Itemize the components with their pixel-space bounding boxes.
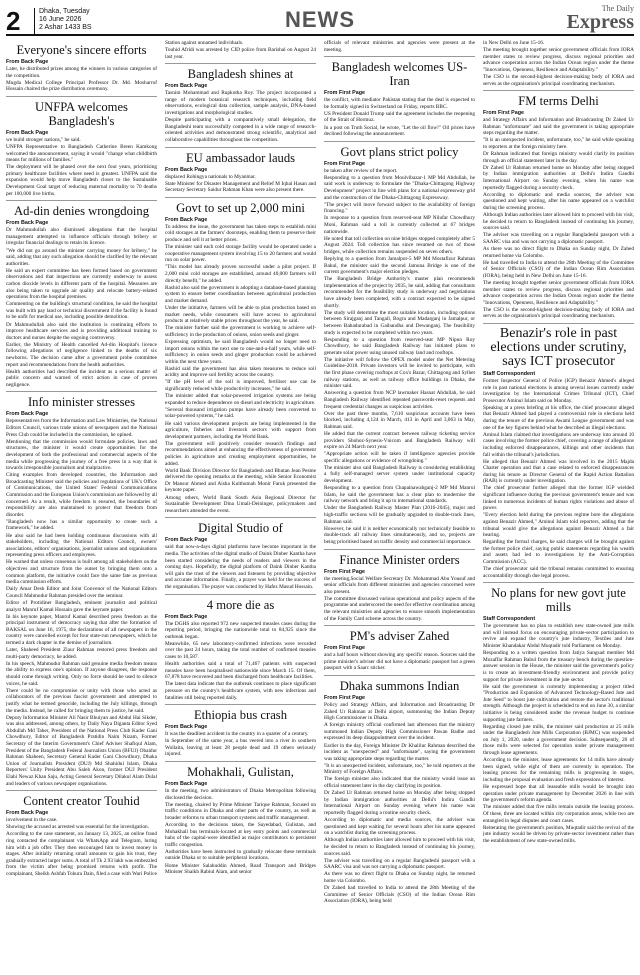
paragraph: The CSO is the second-highest decision-making body of IORA and serves as the organisation's principal coordinating mechanism. xyxy=(483,306,634,320)
paragraph: The CSO is the second-highest decision-making body of IORA and serves as the organisation's principal coordinating mechanism. xyxy=(483,73,634,87)
headline: Bangladesh welcomes US-Iran xyxy=(331,60,468,89)
article xyxy=(483,40,634,87)
paragraph: However, he said it is neither economically nor technically feasible to double-track all railway lines simultaneously, and so, projects are being prioritised based on traffic density and commercial importance. xyxy=(324,525,475,545)
paragraph: Answering a question from NCP lawmaker Hasnat Abdullah, he said Bangladesh Railway identified repeated passwords-reset requests and frequent credential changes as suspicious activities. xyxy=(324,390,475,410)
article-divider xyxy=(324,56,475,57)
paragraph: The study will determine the most suitable location, including options between Sirajganj and Tangail, Bogra and Madarganj in Jamalpur, or between Bahadurabad in Gaibandha and Dewanganj. The feasibility study is expected to be completed within two years. xyxy=(324,309,475,336)
paragraph: Dr Zahed had travelled to India to attend the 28th Meeting of the Committee of Senior Officials (CSO) of the Indian Ocean Rim Association (IORA), being held xyxy=(324,884,475,905)
paragraph: "If the pH level of the soil is improved, fertiliser use can be significantly reduced while productivity increases," he said. xyxy=(165,379,316,393)
article-divider xyxy=(483,582,634,583)
byline: From First Page xyxy=(324,90,366,97)
paragraph: Regarding the formal charges, he said charges will be brought against the former police chief, saying public statements regarding his wealth and assets had led to investigations by the Anti-Corruption Commission (ACC). xyxy=(483,539,634,565)
paragraph: Rashid said the government has also taken measures to reduce soil acidity and improve soil fertility across the country. xyxy=(165,365,316,379)
headline: Benazir's role in past elections under scrutiny, says ICT prosecutor xyxy=(490,325,627,369)
headline: Ethiopia bus crash xyxy=(193,708,288,723)
article-divider xyxy=(324,141,475,142)
paragraph: The committee discussed various operational and policy aspects of the programme and underscored the need for effective coordination among the relevant ministries and agencies to ensure smooth implementation of the Family Card scheme across the country. xyxy=(324,595,475,622)
paragraph: Speaking at a press briefing at his office, the chief prosecutor alleged that Benazir Ahmed had played a controversial role in elections held during the tenure of the previous Awami League government and was one of the key figures behind what he described as illegal elections. xyxy=(483,404,634,431)
paragraph: Later, he distributed prizes among the winners in various categories of the competition. xyxy=(6,66,157,79)
article-divider xyxy=(324,625,475,626)
paragraph: He also said he had been holding continuous discussions with all stakeholders, including the National Editors Council, owners' associations, editors' organisations, journalist unions and organisations representing press officers and employees. xyxy=(6,532,157,559)
paragraph: Responding to a question from Chapainawabganj-2 MP Md Manrul Islam, he said the government has a clear plan to modernise the railway network and bring it up to international standards. xyxy=(324,485,475,505)
paragraph: He said various development projects are being implemented in the agriculture, fisheries and livestock sectors with support from development partners, including the World Bank. xyxy=(165,420,316,440)
byline: From First Page xyxy=(324,160,366,167)
paragraph: Policy and Strategy Affairs, and Information and Broadcasting Dr Zahed Ur Rahman at Delhi airport, summoning the Indian Deputy High Commissioner in Dhaka. xyxy=(324,701,475,722)
byline: From Back Page xyxy=(165,83,208,90)
paragraph: World Bank Division Director for Bangladesh and Bhutan Jean Pesme delivered the opening remarks at the meeting, while Senior Economist Dr Mansur Ahmed and Aisha Kulthumah Monir Faruk presented the keynote paper. xyxy=(165,467,316,494)
paragraph: we build stronger nations," he said. xyxy=(6,136,81,143)
article-divider xyxy=(6,200,157,201)
headline: UNFPA welcomes Bangladesh's xyxy=(35,99,128,128)
article xyxy=(483,582,634,844)
paragraph: Commenting on the building's structural condition, he said the hospital was built with pay land or technical discernment if the facility is found to be unfit for medical use, including possible demolition. xyxy=(6,301,157,321)
paragraph: In his speech, Mahmudur Rahman said genuine media freedom means the ability to express one's opinion. If anyone disagrees, the response should come through writing. Only no force should be used to silence voices, he said. xyxy=(6,660,157,687)
article xyxy=(165,704,316,758)
paragraph: Authorities have been instructed to gradually relocate these terminals outside Dhaka or to suitable peripheral locations. xyxy=(165,848,316,862)
article xyxy=(483,323,634,579)
paragraph: The minister also said Bangladesh Railway is considering establishing a fully self-managed server system under institutional capacity development. xyxy=(324,464,475,485)
article xyxy=(483,90,634,320)
paragraph: He said the government is currently implementing a project titled "Production and Expansion of Advanced Technology-Based Jute and Jute Seed" to boost jute cultivation and restore the sector's traditional strength. Although the project is scheduled to end on June 30, a similar initiative is being considered under the revenue budget to continue supporting jute farmers. xyxy=(483,683,634,723)
article xyxy=(324,56,475,138)
paragraph: Reiterating the government's position, Muqtadir said the revival of the jute industry would be driven by private-sector investment rather than the establishment of new state-owned mills. xyxy=(483,824,634,844)
headline: No plans for new govt jute mills xyxy=(491,586,626,615)
paragraph: The government has no plan to establish new state-owned jute mills and will instead focus on encouraging private-sector participation to revive and expand the country's jute industry, Textiles and Jute Minister Khandakar Abdul Muqtadir told Parliament on Monday. xyxy=(483,623,634,650)
paragraph: He alleged that Benazir Ahmed was involved in the 2015 Majda Charter operation and that a case related to enforced disappearances during his tenure as Director General of the Rapid Action Battalion (RAB) is currently under investigation. xyxy=(483,458,634,485)
column-3 xyxy=(324,40,475,970)
paragraph: and Strategy Affairs and Information and Broadcasting Dr Zahed Ur Rahman "unfortunate" and said the government is taking appropriate steps regarding the matter. xyxy=(483,117,634,137)
paragraph: The meeting brought together senior government officials from IORA member states to review progress, discuss regional priorities and advance cooperation across the Indian Ocean region under the theme "Innovations, Openness, Resilience and Adaptability." xyxy=(483,279,634,306)
paragraph: the conflict, with mediator Pakistan stating that the deal is expected to be formally signed in Switzerland on Friday, reports BBC. xyxy=(324,97,475,110)
paragraph: Under the Bangladesh Railway Master Plan (2016-2045), major and high-traffic sections will be gradually upgraded to double-track lines, Rahman said. xyxy=(324,505,475,525)
paragraph: Mugda Medical College Principal Professor Dr. Md. Mosharrof Hossain chaired the prize distribution ceremony. xyxy=(6,79,157,93)
paragraph: As there was no direct flight to Dhaka on Sunday night, he returned home via Colombo. xyxy=(324,871,475,884)
paragraph: Daily Amar Desh Editor and Joint Convenor of the National Editors Council Mahmudur Rahman presided over the seminar. xyxy=(6,586,157,599)
headline: Finance Minister orders xyxy=(339,552,460,567)
paragraph: According to the case statement, on January 13, 2025, an online fraud ring contacted the complainant via WhatsApp and Telegram, luring him with a job offer. They then encouraged him to invest money in stages. After initially returning small amounts to gain his trust, they gradually extracted larger sums. A total of Tk 2.93 lakh was embezzled from the victim after being promised returns with profit. The complainant, Sheikh Ashfah Tohura Dain, filed a case with Wari Police xyxy=(6,831,157,877)
paragraph: Among others, World Bank South Asia Regional Director for Sustainable Development Dina Umali-Deininger, policymakers and researchers attended the event. xyxy=(165,494,316,514)
article-divider xyxy=(165,704,316,705)
paragraph: Rashid also said the government is adopting a database-based planning system to ensure better coordination between agricultural production and market demand. xyxy=(165,284,316,304)
paragraph: Although Indian authorities later allowed him to proceed with his visit, he decided to return to Bangladesh instead of continuing his journey, sources said. xyxy=(483,211,634,232)
byline: From Back Page xyxy=(165,537,208,544)
article xyxy=(6,200,157,388)
paragraph: The chief prosecutor further alleged that the former IGP wielded significant influence during the previous government's tenure and was linked to numerous incidents of human rights violations and abuse of power. xyxy=(483,485,634,512)
paragraph: Meanwhile, 65 new laboratory-confirmed infections were recorded over the past 24 hours, taking the total number of confirmed measles cases to 10,587. xyxy=(165,640,316,660)
headline: FM terms Delhi xyxy=(518,94,599,109)
paragraph: In September of the same year, a bus veered into a river in southern Wollaita, leaving at least 28 people dead and 19 others seriously injured. xyxy=(165,738,316,758)
paragraph: The meeting brought together senior government officials from IORA member states to review progress, discuss regional priorities and advance cooperation across the Indian Ocean region under the theme "Innovations, Openness, Resilience and Adaptability." xyxy=(483,47,634,73)
columns xyxy=(6,40,634,970)
paragraph: The chief prosecutor said the tribunal remains committed to ensuring accountability through due legal process. xyxy=(483,566,634,579)
paragraph: Editor of Protidiner Bangladesh, eminent journalist and political analyst Manruf Kamal Hossain gave the keynote paper. xyxy=(6,600,157,613)
paragraph: Responding to a question from Moulvibazar-1 MP Md Abdullah, he said work is underway to formulate the "Dhaka-Chittagong Highway Development" project in line with plans for a national expressway grid and the construction of the Dhaka-Chittagong Expressway. xyxy=(324,174,475,201)
paragraph: According to the minister, lease agreements for 14 mills have already been signed, while eight of them are currently in operation. The leasing process for the remaining mills is progressing in stages, including the proposal evaluation and fresh expressions of interest. xyxy=(483,757,634,783)
paragraph: The deployment will be phased over the next four years, prioritising primary healthcare facilities where need is greatest. UNFPA said the expansion would help move Bangladesh closer to the Sustainable Development Goal target of reducing maternal mortality to 70 deaths per 100,000 live births. xyxy=(6,164,157,197)
article xyxy=(324,40,475,53)
byline: Staff Correspondent xyxy=(483,370,536,377)
section-title: NEWS xyxy=(285,7,355,32)
article-divider xyxy=(165,63,316,64)
paragraph: "The project will move forward subject to the availability of foreign financing." xyxy=(324,201,475,215)
paragraph: He added that the current contract between railway ticketing service providers Shohoz-Synesis-Vnicom and Bangladesh Railway will expire on 24 March next year. xyxy=(324,430,475,451)
paragraph: The adviser was travelling on a regular Bangladeshi passport with a SAARC visa and was not carrying a diplomatic passport. xyxy=(324,857,475,871)
byline: From First Page xyxy=(324,568,366,575)
paragraph: US President Donald Trump said the agreement includes the reopening of the Strait of Hormuz. xyxy=(324,110,475,124)
column-1 xyxy=(6,40,157,970)
masthead xyxy=(6,4,634,36)
paragraph: Mentioning that the commission would formulate policies, laws and structures, the minister it would create opportunities for the development of both the professional and commercial aspects of the media while progressing the journey of a free press in a way that is towards irresponsible journalism and malpractice. xyxy=(6,438,157,472)
article-divider xyxy=(165,761,316,762)
paragraph: As there was no direct flight to Dhaka on Sunday night, Dr Zahed returned home via Colombo. xyxy=(483,245,634,259)
paragraph: Dr Zahed Ur Rahman returned home on Monday after being stopped by Indian immigration authorities at Delhi's Indira Gandhi International Airport on Sunday evening, when his name was reportedly flagged during a security check. xyxy=(483,164,634,191)
headline: 4 more die as xyxy=(206,597,275,612)
paragraph: In his keynote paper, Manruf Kamal described press freedom as the principal instrument of democracy saying that after the formation of BAKSAL on June 16, 1975, the declarations of all newspapers in the country were cancelled except for four state-run newspapers, which he termed a dark chapter in the demise of journalism. xyxy=(6,613,157,647)
paragraph: Responding to a written question from Jatiya Sangsad member Md Mozaffar Rahman Babul from the treasury bench during the question-answer session in the House, the minister said the government's policy is to create an investment-friendly environment and provide policy support for private investment in the jute sector. xyxy=(483,650,634,683)
paragraph: He noted that toll collection on nine bridges stopped completely after 5 August 2024. Toll collection has since resumed on two of those bridges, while collection remains suspended on seven others. xyxy=(324,235,475,255)
article xyxy=(324,675,475,905)
paragraph: Under the initiative, farmers will be able to plan production based on market needs, while consumers will have access to agricultural products at relatively stable prices throughout the year, he said. xyxy=(165,304,316,325)
paragraph: The minister added that solar-powered irrigation systems are being expanded to reduce dependence on diesel and electricity in agriculture. xyxy=(165,393,316,406)
article-divider xyxy=(165,147,316,148)
paragraph: UNFPA Representative to Bangladesh Catherine Breen Kamkong welcomed the announcement, saying it would "change what childbirth means for millions of families." xyxy=(6,143,157,164)
paragraph: The meeting, chaired by Prime Minister Tarique Rahman, focused on traffic conditions in Dhaka and other parts of the country, as well as broader reforms to urban transport systems and traffic management. xyxy=(165,801,316,821)
paragraph: in New Delhi on June 15-16. xyxy=(483,40,545,46)
paragraph: the meeting,Social Welfare Secretary Dr. Mohammad Abu Yousuf and senior officials from different ministries and agencies concerned were also present. xyxy=(324,575,475,595)
paragraph: Dr Mahmudullah also dismissed allegations that the hospital management attempted to influence officials through bribery or irregular financial dealings to retain its licence. xyxy=(6,227,157,247)
paragraph: The foreign minister also indicated that the ministry would issue an official statement later in the day clarifying its position. xyxy=(324,776,475,790)
article-divider xyxy=(165,517,316,518)
byline: From Back Page xyxy=(6,59,49,65)
paragraph: The government will positively consider research findings and recommendations aimed at enhancing the effectiveness of government policies in agriculture and creating employment opportunities, he added. xyxy=(165,440,316,467)
byline: From First Page xyxy=(324,694,366,701)
paragraph: Citing examples from developed countries, the Information and Broadcasting Minister said the policies and regulations of UK's Office of Communications, the United States' Federal Communications Commission and the European Union's commission are followed by all concerned. As a result, while freedom is ensured, the boundaries of responsibility are also maintained to protect that freedom from disorder. xyxy=(6,472,157,518)
article xyxy=(165,197,316,515)
paragraph: To address the issue, the government has taken steps to establish mini cold storages at the farmers' doorsteps, enabling them to preserve their produce and sell it at better prices. xyxy=(165,223,316,243)
headline: Bangladesh shines at xyxy=(187,67,294,82)
paragraph: Dr Mahmudullah also said the institution is continuing efforts to improve healthcare services and is providing additional training to doctors and nurses despite the ongoing controversy. xyxy=(6,321,157,341)
byline: From Back Page xyxy=(6,810,49,817)
byline: From Back Page xyxy=(165,724,208,731)
headline: Govt to set up 2,000 mini xyxy=(176,200,305,215)
byline: From Back Page xyxy=(165,216,208,223)
paragraph: Replying to a question from Jamalpur-5 MP Md Mostafizur Rahman Bakul, the minister said the second Jamuna Bridge is one of the current government's major election pledges. xyxy=(324,255,475,276)
paragraph: "Bangladesh now has a similar opportunity to create such a framework," he added. xyxy=(6,518,157,532)
paragraph: "It is an unexpected incident, unfortunate, too," he told reporters at the Ministry of Foreign Affairs. xyxy=(324,762,475,776)
paragraph: "Several thousand irrigation pumps have already been converted to solar-powered systems," he said. xyxy=(165,406,316,420)
headline: EU ambassador lauds xyxy=(185,150,296,165)
byline: Staff Correspondent xyxy=(483,616,536,623)
paragraph: involvement in the case. xyxy=(6,817,58,824)
paragraph: "Every election held during the previous regime bore the allegations against Benazir Ahmed," Aminul Islam told reporters, adding that the tribunal would give the allegations against Benazir Ahmed a fair hearing. xyxy=(483,512,634,539)
paragraph: It was the deadliest accident in the country in a quarter of a century. xyxy=(165,731,309,738)
bangla-date: 2 Ashar 1433 BS xyxy=(39,24,92,31)
byline: From Back Page xyxy=(6,129,49,136)
article-divider xyxy=(165,594,316,595)
paragraph: The adviser was travelling on a regular Bangladeshi passport with a SAARC visa and was not carrying a diplomatic passport. xyxy=(483,232,634,245)
article-divider xyxy=(324,549,475,550)
paragraph: Later, Shaheed President Ziaur Rahman restored press freedom and multi-party democracy, he added. xyxy=(6,647,157,660)
paragraph: Earlier in the day, Foreign Minister Dr Khalilur Rahman described the incident as "unexpected" and "unfortunate", saying the government was taking appropriate steps regarding the matter. xyxy=(324,742,475,762)
headline: Mohakhali, Gulistan, xyxy=(187,765,294,779)
paragraph: He had travelled to India to attend the 28th Meeting of the Committee of Senior Officials (CSO) of the Indian Ocean Rim Association (IORA), being held in New Delhi on June 15-16. xyxy=(483,259,634,279)
paragraph: "Appropriate action will be taken if intelligence agencies provide specific allegations or evidence of wrongdoing." xyxy=(324,451,475,464)
paragraph: According to the decisions taken, the Sayedabad, Gulistan, and Mohakhali bus terminals-located at key entry points and commercial hubs of the capital-were identified as major contributors to persistent traffic congestion. xyxy=(165,821,316,848)
byline: From Back Page xyxy=(6,220,49,227)
headline: Digital Studio of xyxy=(198,521,283,536)
paragraph: and a half hours without showing any specific reason. Sources said the prime minister's adviser did not have a diplomatic passport but a green passport with a Saarc sticker. xyxy=(324,652,475,672)
article-divider xyxy=(6,96,157,97)
paragraph: Health authorities had described the incident as a serious matter of public concern and warned of strict action in case of proven negligence. xyxy=(6,368,157,388)
column-4 xyxy=(483,40,634,970)
byline: From Back Page xyxy=(165,166,208,173)
paragraph: In a post on Truth Social, he wrote, "Let the oil flow!" Oil prices have declined following the announcement. xyxy=(324,124,475,138)
newspaper-logo xyxy=(567,5,634,33)
article-divider xyxy=(483,90,634,91)
article-divider xyxy=(6,790,157,791)
paragraph: The initiative will follow the OPEX model under the Net Metering Guideline-2018. Private investors will be invited to participate, with the first phase covering rooftops at Cox's Bazar, Chittagong and Sylhet railway stations, as well as railway office buildings in Dhaka, the minister said. xyxy=(324,356,475,390)
paragraph: Over the past three months, 7,610 suspicious accounts have been blocked, including 4,124 in March, 413 in April and 3,063 in May, Rahman said. xyxy=(324,410,475,430)
headline: Govt plans strict policy xyxy=(340,144,459,159)
paragraph: According to diplomatic and media sources, the adviser was questioned and kept waiting, after his name appeared on a watchlist during the screening process. xyxy=(483,191,634,211)
date: 16 June 2026 xyxy=(39,16,82,23)
article xyxy=(324,141,475,546)
paragraph: He warned that unless consensus is built among all stakeholders on the objectives and structure from the outset by bringing them onto a common platform, the initiative could face the same fate as previous media commission efforts. xyxy=(6,559,157,586)
article xyxy=(165,761,316,876)
article xyxy=(165,517,316,590)
paragraph: Health authorities said a total of 71,467 patients with suspected measles have been hospitalised nationwide since March 15. Of them, 67,878 have recovered and been discharged from healthcare facilities. xyxy=(165,661,316,681)
headline: Ad-din denies wrongdoing xyxy=(13,204,149,219)
paragraph: "We did not go around the minister carrying money for bribery," he said, adding that any such allegation should be clarified by the relevant authorities. xyxy=(6,247,157,267)
paragraph: Earlier, the Ministry of Health cancelled Ad-din Hospital's licence following allegations of negligence linked to the deaths of six newborns. The decision came after a government probe committee report and recommendations from the health authorities. xyxy=(6,341,157,368)
column-2 xyxy=(165,40,316,970)
byline: From First Page xyxy=(324,645,366,652)
logo-the: The Daily xyxy=(601,4,634,13)
paragraph: A foreign ministry official confirmed last afternoon that the ministry summoned Indian Deputy High Commissioner Pawan Badhe and expressed its deep disappointment over the incident. xyxy=(324,722,475,742)
article xyxy=(6,43,157,93)
paragraph: There could be no compromise or unity with those who acted as collaborators of the previous fascist government and attempted to justify what he termed genocide, including the July killings, through the media. Instead, he called for bringing them to justice, he said. xyxy=(6,687,157,714)
paragraph: Dr Rahman indicated that foreign ministry would clarify its position through an official statement later in the day. xyxy=(483,151,634,164)
paragraph: "It is an unexpected incident, unfortunate, too," he said while speaking to reporters at the foreign ministry here. xyxy=(483,137,634,151)
paragraph: Dr Zahed Ur Rahman returned home on Monday after being stopped by Indian immigration authorities at Delhi's Indira Gandhi International Airport on Sunday evening where his name was reportedly flagged during a routine security check. xyxy=(324,790,475,816)
article xyxy=(165,594,316,702)
paragraph: Home Minister Salahuddin Ahmed, Road Transport and Bridges Minister Shaikh Rabiul Alam, and senior xyxy=(165,862,316,876)
paragraph: officials of relevant ministries and agencies were present at the meeting. xyxy=(324,40,475,53)
article-divider xyxy=(6,391,157,392)
paragraph: In response to a question from reserved-seat MP Nilufar Chowdhury Moni, Rahman said a toll is currently collected at 67 bridges nationwide. xyxy=(324,215,475,235)
paragraph: He said an expert committee has been formed based on government observations and that inspections are currently underway to assess carbon dioxide levels in different parts of the hospital. Measures are also being taken to upgrade air quality and relocate battery-related operations from the hospital premises. xyxy=(6,267,157,301)
paragraph: Station against unnamed individuals. xyxy=(165,40,244,46)
paragraph: said that now-a-days digital platforms have become important in the media. The activities of the digital studio of Daink Dinber Kantha have been started considering the needs of readers and viewers in the coming days. Hopefully, the digital platform of Daink Dinber Kantha will gain the trust of the viewers and listeners by providing objective and accurate information. Finally, a prayer was held for the success of the organisation. The prayer was conducted by Hafez Masud Hossain. xyxy=(165,544,316,590)
headline: Info minister stresses xyxy=(27,395,136,410)
paragraph: The Bangladesh Bridge Authority's master plan recommends implementation of the project by 2035, he said, adding that consultants recommended for the feasibility study is underway and negotiations have already been completed, with a contract expected to be signed shortly. xyxy=(324,276,475,309)
paragraph: In the meeting, two administrators of Dhaka Metropolitan following disclosed the decision. xyxy=(165,788,316,801)
paragraph: Aminul Islam claimed that investigations are underway into around 10 cases involving the former police chief, covering a range of allegations including enforced disappearances, killings and other incidents that fall within the tribunal's jurisdiction. xyxy=(483,431,634,458)
paragraph: Tasnim Mohammad and Rupkotha Roy. The project incorporated a range of modern botanical research techniques, including field observations, ecological data collection, sample analysis, DNA-based investigations and morphological studies. xyxy=(165,90,316,117)
paragraph: displaced Rohingya nationals to Myanmar. xyxy=(165,173,256,180)
paragraph: "This model has already proven successful under a pilot project. If 2,000 mini cold storages are established, around 40,000 farmers will directly benefit," he added. xyxy=(165,264,316,284)
byline: From Back Page xyxy=(6,411,49,418)
paragraph: Touhid Afridi was arrested by CID police from Barishal on August 24 last year. xyxy=(165,47,316,60)
article-divider xyxy=(483,323,634,324)
paragraph: Deputy Information Minister Ali Nasir Bhuiyan and Abdul Hai Sikder, was also addressed, among others, by Daily Naya Diganta Editor Syed Abdullah Md Taher, President of the National Press Club Kader Gani Chowdhury, Editor of Bangladesh Pratidin Naim Nizam, Former Secretary of the Interim Government's Chief Adviser Shafiqul Alam, President of the Bangladesh Federal Journalists Union (BFUJ) Obaidur Rahman Shaheen, Secretary General Kader Gani Chowdhury, Dhaka Union of Journalists President (DUJ) Md Shahidul Islam, Dhaka Reporters' Unity President Abu Saleh Akon, former DUJ President Elahi Newaz Khan Saju, Acting General Secretary Dilakul Alam Dulal and leaders of various newspaper organisations. xyxy=(6,714,157,787)
paragraph: be taken after review of the report. xyxy=(324,167,398,174)
headline: Everyone's sincere efforts xyxy=(16,43,147,57)
paragraph: Representatives from the Information and Law Ministries, the National Editors Council, various trade unions of newspapers and the National Press Club could be included in the commission, he opined. xyxy=(6,418,157,438)
byline: From Back Page xyxy=(165,781,208,787)
headline: Dhaka summons Indian xyxy=(339,678,460,693)
paragraph: The latest data indicate that the outbreak continues to place significant pressure on the country's healthcare system, with new infections and fatalities still being reported daily. xyxy=(165,681,316,701)
paragraph: Despite participating with a comparatively small delegation, the Bangladeshi team successfully competed in a wide range of research-oriented activities and demonstrated strong scientific, analytical and collaborative capabilities throughout the competition. xyxy=(165,117,316,143)
paragraph: State Minister for Disaster Management and Relief M Iqbal Hasan and Secretary Secretary Saidur Rahman Khan were also present there. xyxy=(165,180,316,194)
headline: Content creator Touhid xyxy=(23,794,140,809)
paragraph: The minister said each cold storage facility would be operated under a cooperative management system involving 15 to 20 farmers and would run on solar power. xyxy=(165,244,316,264)
paragraph: The DGHS also reported 972 new suspected measles cases during the reporting period, bringing the nationwide total to 84,925 since the outbreak began. xyxy=(165,620,316,640)
paragraph: The minister further said the government is working to achieve self-sufficiency in the production of onions, onion seeds and ginger. xyxy=(165,325,316,338)
paragraph: Responding to a question from reserved-seat MP Nipun Roy Chowdhury, he said Bangladesh Railway has initiated plans to generate solar power using unused railway land and rooftops. xyxy=(324,336,475,356)
paragraph: He expressed hope that all leaseable mills would be brought into operation under private management by December 2026 in line with the government's reform agenda. xyxy=(483,784,634,804)
article xyxy=(324,549,475,623)
article xyxy=(324,625,475,672)
article xyxy=(6,96,157,197)
article xyxy=(165,40,316,60)
article xyxy=(6,391,157,787)
page-number: 2 xyxy=(6,6,21,36)
article-divider xyxy=(165,197,316,198)
headline: PM's adviser Zahed xyxy=(349,629,450,644)
byline: From First Page xyxy=(483,110,525,117)
logo-name: Express xyxy=(566,11,634,33)
article xyxy=(165,147,316,194)
paragraph: Regarding closed jute mills, the minister said production at 25 mills under the Bangladesh Jute Mills Corporation (BJMC) was suspended on July 1, 2020, under a government decision. Subsequently, 20 of those mills were selected for operation under private management through lease agreements. xyxy=(483,723,634,757)
city-date: Dhaka, Tuesday xyxy=(39,8,90,15)
article xyxy=(165,63,316,143)
paragraph: Former Inspector General of Police (IGP) Benazir Ahmed's alleged role in past national elections is among several issues currently under investigation by the International Crimes Tribunal (ICT), Chief Prosecutor Aminul Islam said on Monday. xyxy=(483,377,634,404)
paragraph: Expressing optimism, he said Bangladesh would no longer need to import onions within the next one to one-and-a-half years, while self-sufficiency in onion seeds and ginger production could be achieved within the next three years. xyxy=(165,338,316,365)
paragraph: Showing the accused as arrested was essential for the investigation. xyxy=(6,824,149,831)
article xyxy=(6,790,157,877)
article-divider xyxy=(324,675,475,676)
paragraph: The minister added that five mills remain outside the leasing process. Of these, three are located within city corporation areas, while two are entangled in legal disputes and court cases. xyxy=(483,804,634,824)
paragraph: According to diplomatic and media sources, the adviser was questioned and kept waiting for several hours after his name appeared on a watchlist during the screening process. xyxy=(324,817,475,837)
paragraph: Although Indian authorities later allowed him to proceed with his visit, he decided to return to Bangladesh instead of continuing his journey, sources said. xyxy=(324,837,475,857)
byline: From Back Page xyxy=(165,613,208,620)
